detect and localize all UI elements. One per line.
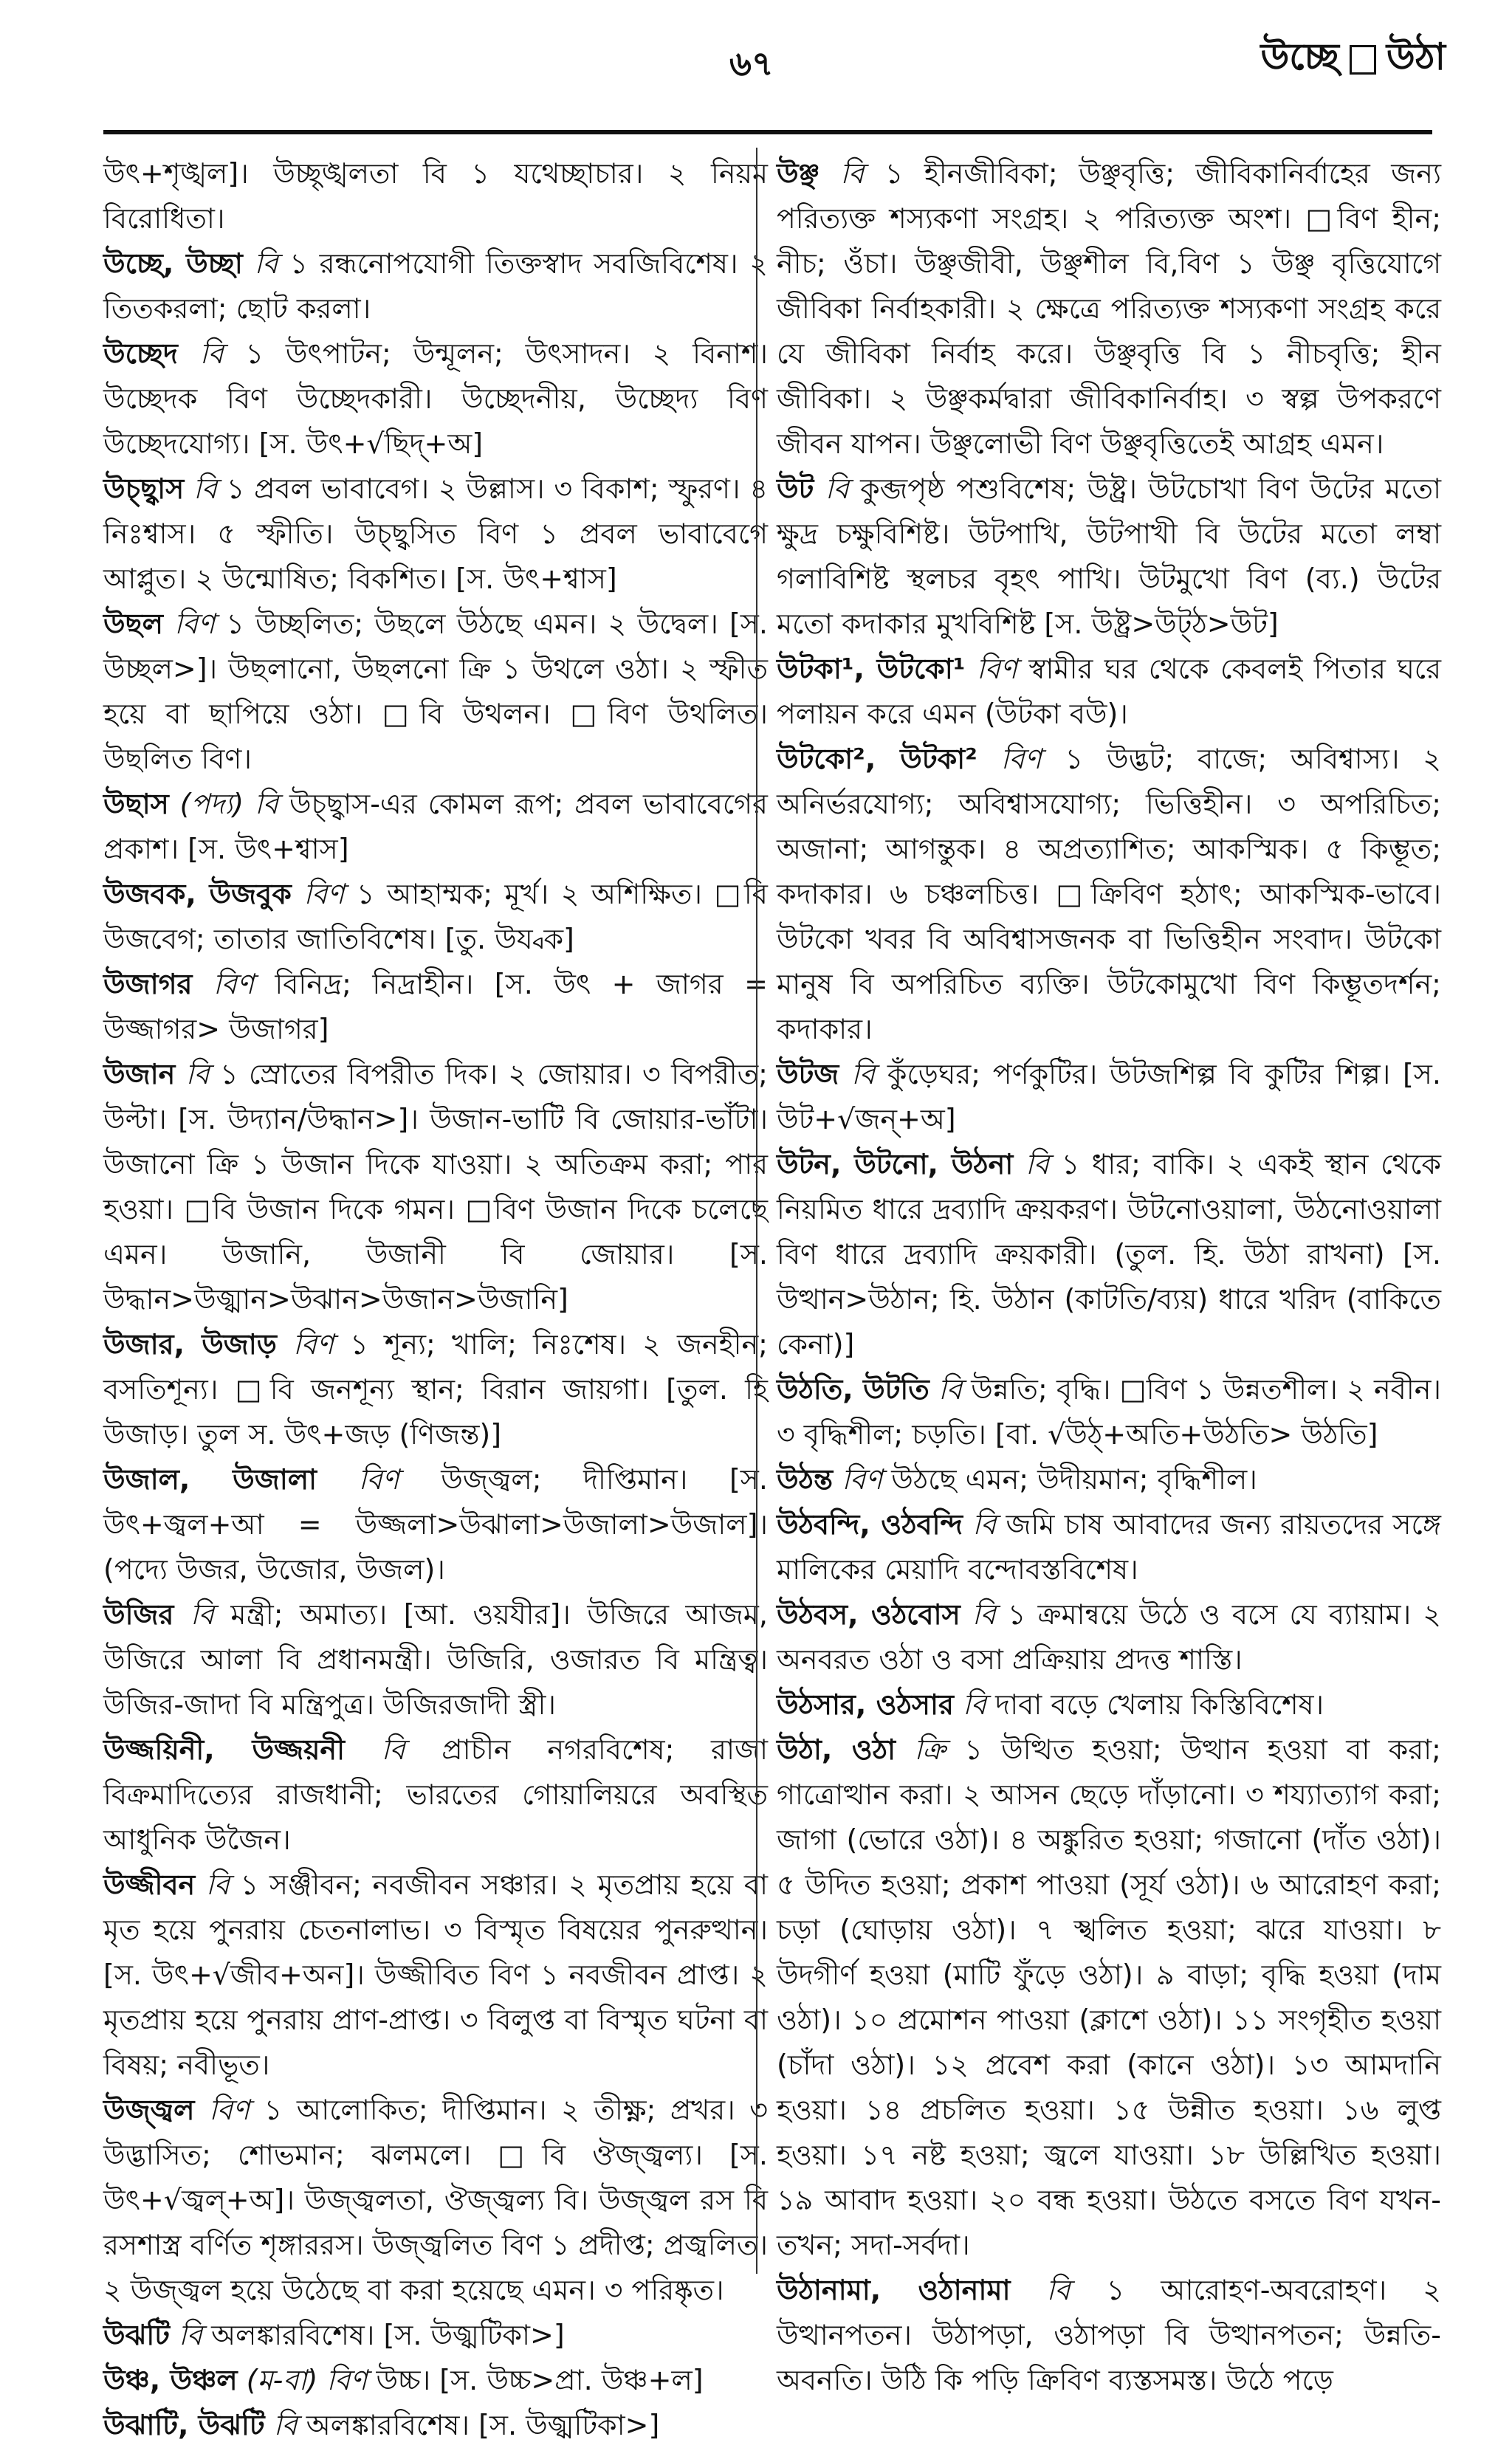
entry-part-of-speech: বি — [190, 1598, 214, 1631]
entry-part-of-speech: বিণ — [209, 2094, 250, 2126]
dictionary-entry — [777, 1367, 1441, 1457]
entry-definition: উন্নতি; বৃদ্ধি। □বিণ ১ উন্নতশীল। ২ নবীন। ৩ বৃদ্ধিশীল; চড়তি। [বা. √উঠ্+অতি+উঠতি> উঠতি] — [777, 1373, 1441, 1451]
entry-definition: কুব্জপৃষ্ঠ পশুবিশেষ; উষ্ট্র। উটচোখা বিণ উটের মতো ক্ষুদ্র চক্ষুবিশিষ্ট। উটপাখি, উটপাখী বি উটের মতো লম্বা গলাবিশিষ্ট স্থলচর বৃহৎ পাখি। উটমুখো বিণ (ব্য.) উটের মতো কদাকার মুখবিশিষ্ট [স. উষ্ট্র>উট্‌ঠ>উট] — [777, 472, 1441, 640]
entry-headword: উট — [777, 472, 814, 505]
dictionary-entry — [103, 962, 768, 1052]
entry-headword: উছাস — [103, 788, 169, 820]
guide-separator-icon — [1350, 45, 1376, 75]
entry-headword: উঠানামা, ওঠানামা — [777, 2274, 1011, 2306]
entry-definition: ১ স্রোতের বিপরীত দিক। ২ জোয়ার। ৩ বিপরীত; উল্টা। [স. উদ্যান/উদ্ধান>]। উজান-ভাটি বি জোয়ার-ভাঁটা। উজানো ক্রি ১ উজান দিকে যাওয়া। ২ অতিক্রম করা; পার হওয়া। □বি উজান দিকে গমন। □বিণ উজান দিকে চলেছে এমন। উজানি, উজানী বি জোয়ার। [স. উদ্ধান>উজ্ঝান>উঝান>উজান>উজানি] — [103, 1058, 768, 1316]
entry-definition: ১ উদ্ভট; বাজে; অবিশ্বাস্য। ২ অনির্ভরযোগ্য; অবিশ্বাসযোগ্য; ভিত্তিহীন। ৩ অপরিচিত; অজানা; আগন্তুক। ৪ অপ্রত্যাশিত; আকস্মিক। ৫ কিম্ভূত; কদাকার। ৬ চঞ্চলচিত্ত। □ক্রিবিণ হঠাৎ; আকস্মিক-ভাবে। উটকো খবর বি অবিশ্বাসজনক বা ভিত্তিহীন সংবাদ। উটকো মানুষ বি অপরিচিত ব্যক্তি। উটকোমুখো বিণ কিম্ভূতদর্শন; কদাকার। — [777, 743, 1441, 1045]
page-header — [0, 0, 1512, 140]
entry-definition: ১ শূন্য; খালি; নিঃশেষ। ২ জনহীন; বসতিশূন্য। □বি জনশূন্য স্থান; বিরান জায়গা। [তুল. হি উজাড়। তুল স. উৎ+জড় (ণিজন্ত)] — [103, 1328, 768, 1451]
dictionary-entry — [103, 1322, 768, 1457]
dictionary-entry — [103, 602, 768, 782]
entry-definition: ১ উৎপাটন; উন্মূলন; উৎসাদন। ২ বিনাশ। উচ্ছেদক বিণ উচ্ছেদকারী। উচ্ছেদনীয়, উচ্ছেদ্য বিণ উচ্ছেদযোগ্য। [স. উৎ+√ছিদ্+অ] — [103, 337, 768, 460]
entry-part-of-speech: বিণ — [976, 653, 1017, 685]
entry-headword: উজ্জীবন — [103, 1868, 196, 1901]
dictionary-entry — [777, 1592, 1441, 1682]
entry-definition: ১ উত্থিত হওয়া; উত্থান হওয়া বা করা; গাত্রোত্থান করা। ২ আসন ছেড়ে দাঁড়ানো। ৩ শয্যাত্যাগ করা; জাগা (ভোরে ওঠা)। ৪ অঙ্কুরিত হওয়া; গজানো (দাঁত ওঠা)। ৫ উদিত হওয়া; প্রকাশ পাওয়া (সূর্য ওঠা)। ৬ আরোহণ করা; চড়া (ঘোড়ায় ওঠা)। ৭ স্খলিত হওয়া; ঝরে যাওয়া। ৮ উদগীর্ণ হওয়া (মাটি ফুঁড়ে ওঠা)। ৯ বাড়া; বৃদ্ধি হওয়া (দাম ওঠা)। ১০ প্রমোশন পাওয়া (ক্লাশে ওঠা)। ১১ সংগৃহীত হওয়া (চাঁদা ওঠা)। ১২ প্রবেশ করা (কানে ওঠা)। ১৩ আমদানি হওয়া। ১৪ প্রচলিত হওয়া। ১৫ উন্নীত হওয়া। ১৬ লুপ্ত হওয়া। ১৭ নষ্ট হওয়া; জ্বলে যাওয়া। ১৮ উল্লিখিত হওয়া। ১৯ আবাদ হওয়া। ২০ বন্ধ হওয়া। উঠতে বসতে বিণ যখন-তখন; সদা-সর্বদা। — [777, 1733, 1441, 2261]
entry-headword: উজির — [103, 1598, 174, 1631]
entry-definition: ১ সঞ্জীবন; নবজীবন সঞ্চার। ২ মৃতপ্রায় হয়ে বা মৃত হয়ে পুনরায় চেতনালাভ। ৩ বিস্মৃত বিষয়ের পুনরুত্থান। [স. উৎ+√জীব+অন]। উজ্জীবিত বিণ ১ নবজীবন প্রাপ্ত। ২ মৃতপ্রায় হয়ে পুনরায় প্রাণ-প্রাপ্ত। ৩ বিলুপ্ত বা বিস্মৃত ঘটনা বা বিষয়; নবীভূত। — [103, 1868, 768, 2081]
entry-part-of-speech: বি — [273, 2409, 298, 2441]
dictionary-entry — [777, 1457, 1441, 1502]
dictionary-entry — [777, 647, 1441, 737]
dictionary-entry — [103, 2088, 768, 2313]
entry-definition: ১ রন্ধনোপযোগী তিক্তস্বাদ সবজিবিশেষ। ২ তিতকরলা; ছোট করলা। — [103, 247, 768, 325]
dictionary-entry — [103, 1727, 768, 1863]
entry-headword: উঠসার, ওঠসার — [777, 1688, 954, 1721]
dictionary-entry — [777, 467, 1441, 647]
entry-definition: ১ প্রবল ভাবাবেগ। ২ উল্লাস। ৩ বিকাশ; স্ফুরণ। ৪ নিঃশ্বাস। ৫ স্ফীতি। উচ্ছ্বসিত বিণ ১ প্রবল ভাবাবেগে আপ্লুত। ২ উন্মোষিত; বিকশিত। [স. উৎ+শ্বাস] — [103, 472, 768, 595]
entry-part-of-speech: বিণ — [174, 608, 216, 640]
entry-definition: কুঁড়েঘর; পর্ণকুটির। উটজশিল্প বি কুটির শিল্প। [স. উট+√জন্+অ] — [777, 1058, 1441, 1135]
entry-part-of-speech: বি — [205, 1868, 230, 1901]
entry-definition: উজ্জ্বল; দীপ্তিমান। [স. উৎ+জ্বল+আ = উজ্জলা>উঝালা>উজালা>উজাল]। (পদ্যে উজর, উজোর, উজল)। — [103, 1463, 768, 1586]
entry-headword: উঝাটি, উঝটি — [103, 2409, 265, 2441]
dictionary-entry — [777, 1727, 1441, 2268]
entry-definition: বিনিদ্র; নিদ্রাহীন। [স. উৎ + জাগর = উজ্জাগর> উজাগর] — [103, 968, 768, 1045]
entry-definition: জমি চাষ আবাদের জন্য রায়তদের সঙ্গে মালিকের মেয়াদি বন্দোবস্তবিশেষ। — [777, 1508, 1441, 1586]
dictionary-entry — [103, 151, 768, 241]
page-number: ৬৭ — [729, 44, 774, 83]
dictionary-entry — [103, 782, 768, 872]
entry-part-of-speech: বি — [963, 1688, 987, 1721]
entry-part-of-speech: বি — [825, 472, 849, 505]
entry-headword: উজ্জ্বল — [103, 2094, 195, 2126]
entry-headword: উঠবস, ওঠবোস — [777, 1598, 961, 1631]
entry-part-of-speech: বি — [381, 1733, 405, 1766]
entry-definition: ১ ধার; বাকি। ২ একই স্থান থেকে নিয়মিত ধারে দ্রব্যাদি ক্রয়করণ। উটনোওয়ালা, উঠনোওয়ালা বিণ ধারে দ্রব্যাদি ক্রয়কারী। (তুল. হি. উঠা রাখনা) [স. উত্থান>উঠান; হি. উঠান (কাটতি/ব্যয়) ধারে খরিদ (বাকিতে কেনা)] — [777, 1148, 1441, 1361]
dictionary-entry — [103, 467, 768, 602]
right-column — [777, 151, 1441, 2396]
dictionary-entry — [103, 331, 768, 467]
entry-definition: অলঙ্কারবিশেষ। [স. উজ্ঝটিকা>] — [211, 2319, 565, 2351]
dictionary-entry — [777, 1142, 1441, 1367]
entry-part-of-speech: বি — [972, 1508, 997, 1541]
entry-definition: ১ হীনজীবিকা; উঞ্ছবৃত্তি; জীবিকানির্বাহের জন্য পরিত্যক্ত শস্যকণা সংগ্রহ। ২ পরিত্যক্ত অংশ। □বিণ হীন; নীচ; ওঁচা। উঞ্ছজীবী, উঞ্ছশীল বি,বিণ ১ উঞ্ছ বৃত্তিযোগে জীবিকা নির্বাহকারী। ২ ক্ষেত্রে পরিত্যক্ত শস্যকণা সংগ্রহ করে যে জীবিকা নির্বাহ করে। উঞ্ছবৃত্তি বি ১ নীচবৃত্তি; হীন জীবিকা। ২ উঞ্ছকর্মদ্বারা জীবিকানির্বাহ। ৩ স্বল্প উপকরণে জীবন যাপন। উঞ্ছলোভী বিণ উঞ্ছবৃত্তিতেই আগ্রহ এমন। — [777, 157, 1441, 460]
dictionary-entry — [103, 2358, 768, 2403]
entry-headword: উঞ্চ, উঞ্চল — [103, 2364, 238, 2396]
entry-part-of-speech: বি — [972, 1598, 996, 1631]
entry-headword: উজাল, উজালা — [103, 1463, 317, 1496]
dictionary-entry — [777, 1682, 1441, 1727]
entry-part-of-speech: বি — [254, 247, 278, 280]
entry-part-of-speech: বিণ — [1000, 743, 1042, 775]
entry-headword: উচ্ছেদ — [103, 337, 178, 370]
dictionary-entry — [777, 737, 1441, 1052]
dictionary-entry — [103, 1457, 768, 1592]
dictionary-entry — [103, 241, 768, 331]
column-divider — [756, 148, 757, 2274]
entry-definition: উৎ+শৃঙ্খল]। উচ্ছৃঙ্খলতা বি ১ যথেচ্ছাচার। ২ নিয়ম বিরোধিতা। — [103, 157, 768, 235]
entry-definition: অলঙ্কারবিশেষ। [স. উজ্ঝটিকা>] — [306, 2409, 660, 2441]
dictionary-entry — [777, 1502, 1441, 1592]
entry-definition: উচ্ছ্বাস-এর কোমল রূপ; প্রবল ভাবাবেগের প্রকাশ। [স. উৎ+শ্বাস] — [103, 788, 768, 865]
entry-part-of-speech: (পদ্য) বি — [179, 788, 279, 820]
entry-definition: উঠছে এমন; উদীয়মান; বৃদ্ধিশীল। — [891, 1463, 1257, 1496]
entry-headword: উজাগর — [103, 968, 193, 1000]
entry-definition: উচ্চ। [স. উচ্চ>প্রা. উঞ্চ+ল] — [376, 2364, 704, 2396]
entry-headword: উজার, উজাড় — [103, 1328, 277, 1361]
entry-part-of-speech: বি — [1025, 1148, 1049, 1180]
entry-definition: মন্ত্রী; অমাত্য। [আ. ওয়যীর]। উজিরে আজম, উজিরে আলা বি প্রধানমন্ত্রী। উজিরি, ওজারত বি মন্ত্রিত্ব। উজির-জাদা বি মন্ত্রিপুত্র। উজিরজাদী স্ত্রী। — [103, 1598, 768, 1721]
entry-headword: উচ্ছে, উচ্ছা — [103, 247, 243, 280]
guide-word-left: উচ্ছে — [1260, 35, 1339, 78]
entry-definition: ১ আলোকিত; দীপ্তিমান। ২ তীক্ষ্ণ; প্রখর। ৩ উদ্ভাসিত; শোভমান; ঝলমলে। □বি ঔজ্জ্বল্য। [স. উৎ+√জ্বল্+অ]। উজ্জ্বলতা, ঔজ্জ্বল্য বি। উজ্জ্বল রস বি রসশাস্ত্র বর্ণিত শৃঙ্গাররস। উজ্জ্বলিত বিণ ১ প্রদীপ্ত; প্রজ্বলিত। ২ উজ্জ্বল হয়ে উঠেছে বা করা হয়েছে এমন। ৩ পরিষ্কৃত। — [103, 2094, 768, 2306]
entry-part-of-speech: বি — [199, 337, 224, 370]
dictionary-entry — [777, 151, 1441, 467]
entry-headword: উজ্জয়িনী, উজ্জয়নী — [103, 1733, 345, 1766]
entry-part-of-speech: বি — [938, 1373, 963, 1406]
entry-headword: উজবক, উজবুক — [103, 878, 292, 910]
dictionary-entry — [777, 1052, 1441, 1142]
entry-headword: উঠন্ত — [777, 1463, 834, 1496]
header-rule — [103, 130, 1432, 134]
entry-definition: ১ উচ্ছলিত; উছলে উঠছে এমন। ২ উদ্বেল। [স. উচ্ছল>]। উছলানো, উছলনো ক্রি ১ উথলে ওঠা। ২ স্ফীত হয়ে বা ছাপিয়ে ওঠা। □বি উথলন। □বিণ উথলিত। উছলিত বিণ। — [103, 608, 768, 775]
guide-word-right: উঠা — [1386, 35, 1446, 78]
entry-part-of-speech: বি — [193, 472, 218, 505]
entry-definition: দাবা বড়ে খেলায় কিস্তিবিশেষ। — [995, 1688, 1324, 1721]
dictionary-entry — [103, 2313, 768, 2358]
dictionary-entry — [103, 872, 768, 962]
entry-part-of-speech: বি — [851, 1058, 876, 1090]
dictionary-entry — [103, 2403, 768, 2448]
entry-part-of-speech: বিণ — [213, 968, 254, 1000]
entry-headword: উটজ — [777, 1058, 839, 1090]
entry-headword: উটকো², উটকা² — [777, 743, 977, 775]
entry-definition: প্রাচীন নগরবিশেষ; রাজা বিক্রমাদিত্যের রাজধানী; ভারতের গোয়ালিয়রে অবস্থিত আধুনিক উজৈন। — [103, 1733, 768, 1856]
entry-part-of-speech: বি — [185, 1058, 210, 1090]
guide-words — [1260, 30, 1446, 91]
entry-part-of-speech: বিণ — [358, 1463, 399, 1496]
entry-headword: উঞ্ছ — [777, 157, 819, 190]
entry-headword: উছল — [103, 608, 163, 640]
entry-definition: স্বামীর ঘর থেকে কেবলই পিতার ঘরে পলায়ন করে এমন (উটকা বউ)। — [777, 653, 1441, 730]
entry-headword: উটন, উটনো, উঠনা — [777, 1148, 1014, 1180]
entry-definition: ১ আহাম্মক; মূর্খ। ২ অশিক্ষিত। □বি উজবেগ; তাতার জাতিবিশেষ। [তু. উয্বক] — [103, 878, 768, 955]
dictionary-entry — [777, 2268, 1441, 2403]
entry-part-of-speech: বি — [840, 157, 865, 190]
entry-headword: উঠা, ওঠা — [777, 1733, 896, 1766]
entry-headword: উজান — [103, 1058, 176, 1090]
entry-headword: উঠবন্দি, ওঠবন্দি — [777, 1508, 963, 1541]
entry-part-of-speech: বি — [1046, 2274, 1071, 2306]
dictionary-entry — [103, 1052, 768, 1322]
entry-headword: উটকা¹, উটকো¹ — [777, 653, 966, 685]
entry-definition: ১ আরোহণ-অবরোহণ। ২ উত্থানপতন। উঠাপড়া, ওঠাপড়া বি উত্থানপতন; উন্নতি-অবনতি। উঠি কি পড়ি ক্রিবিণ ব্যস্তসমস্ত। উঠে পড়ে — [777, 2274, 1441, 2396]
entry-part-of-speech: বি — [179, 2319, 203, 2351]
dictionary-entry — [103, 1592, 768, 1727]
entry-part-of-speech: ক্রি — [914, 1733, 946, 1766]
entry-definition: ১ ক্রমান্বয়ে উঠে ও বসে যে ব্যায়াম। ২ অনবরত ওঠা ও বসা প্রক্রিয়ায় প্রদত্ত শাস্তি। — [777, 1598, 1441, 1676]
entry-part-of-speech: বিণ — [842, 1463, 883, 1496]
entry-headword: উঝটি — [103, 2319, 170, 2351]
entry-part-of-speech: (ম-বা) বিণ — [246, 2364, 368, 2396]
entry-headword: উচ্ছ্বাস — [103, 472, 185, 505]
dictionary-entry — [103, 1863, 768, 2088]
entry-part-of-speech: বিণ — [293, 1328, 334, 1361]
entry-headword: উঠতি, উটতি — [777, 1373, 929, 1406]
entry-part-of-speech: বিণ — [303, 878, 345, 910]
left-column — [103, 151, 768, 2441]
